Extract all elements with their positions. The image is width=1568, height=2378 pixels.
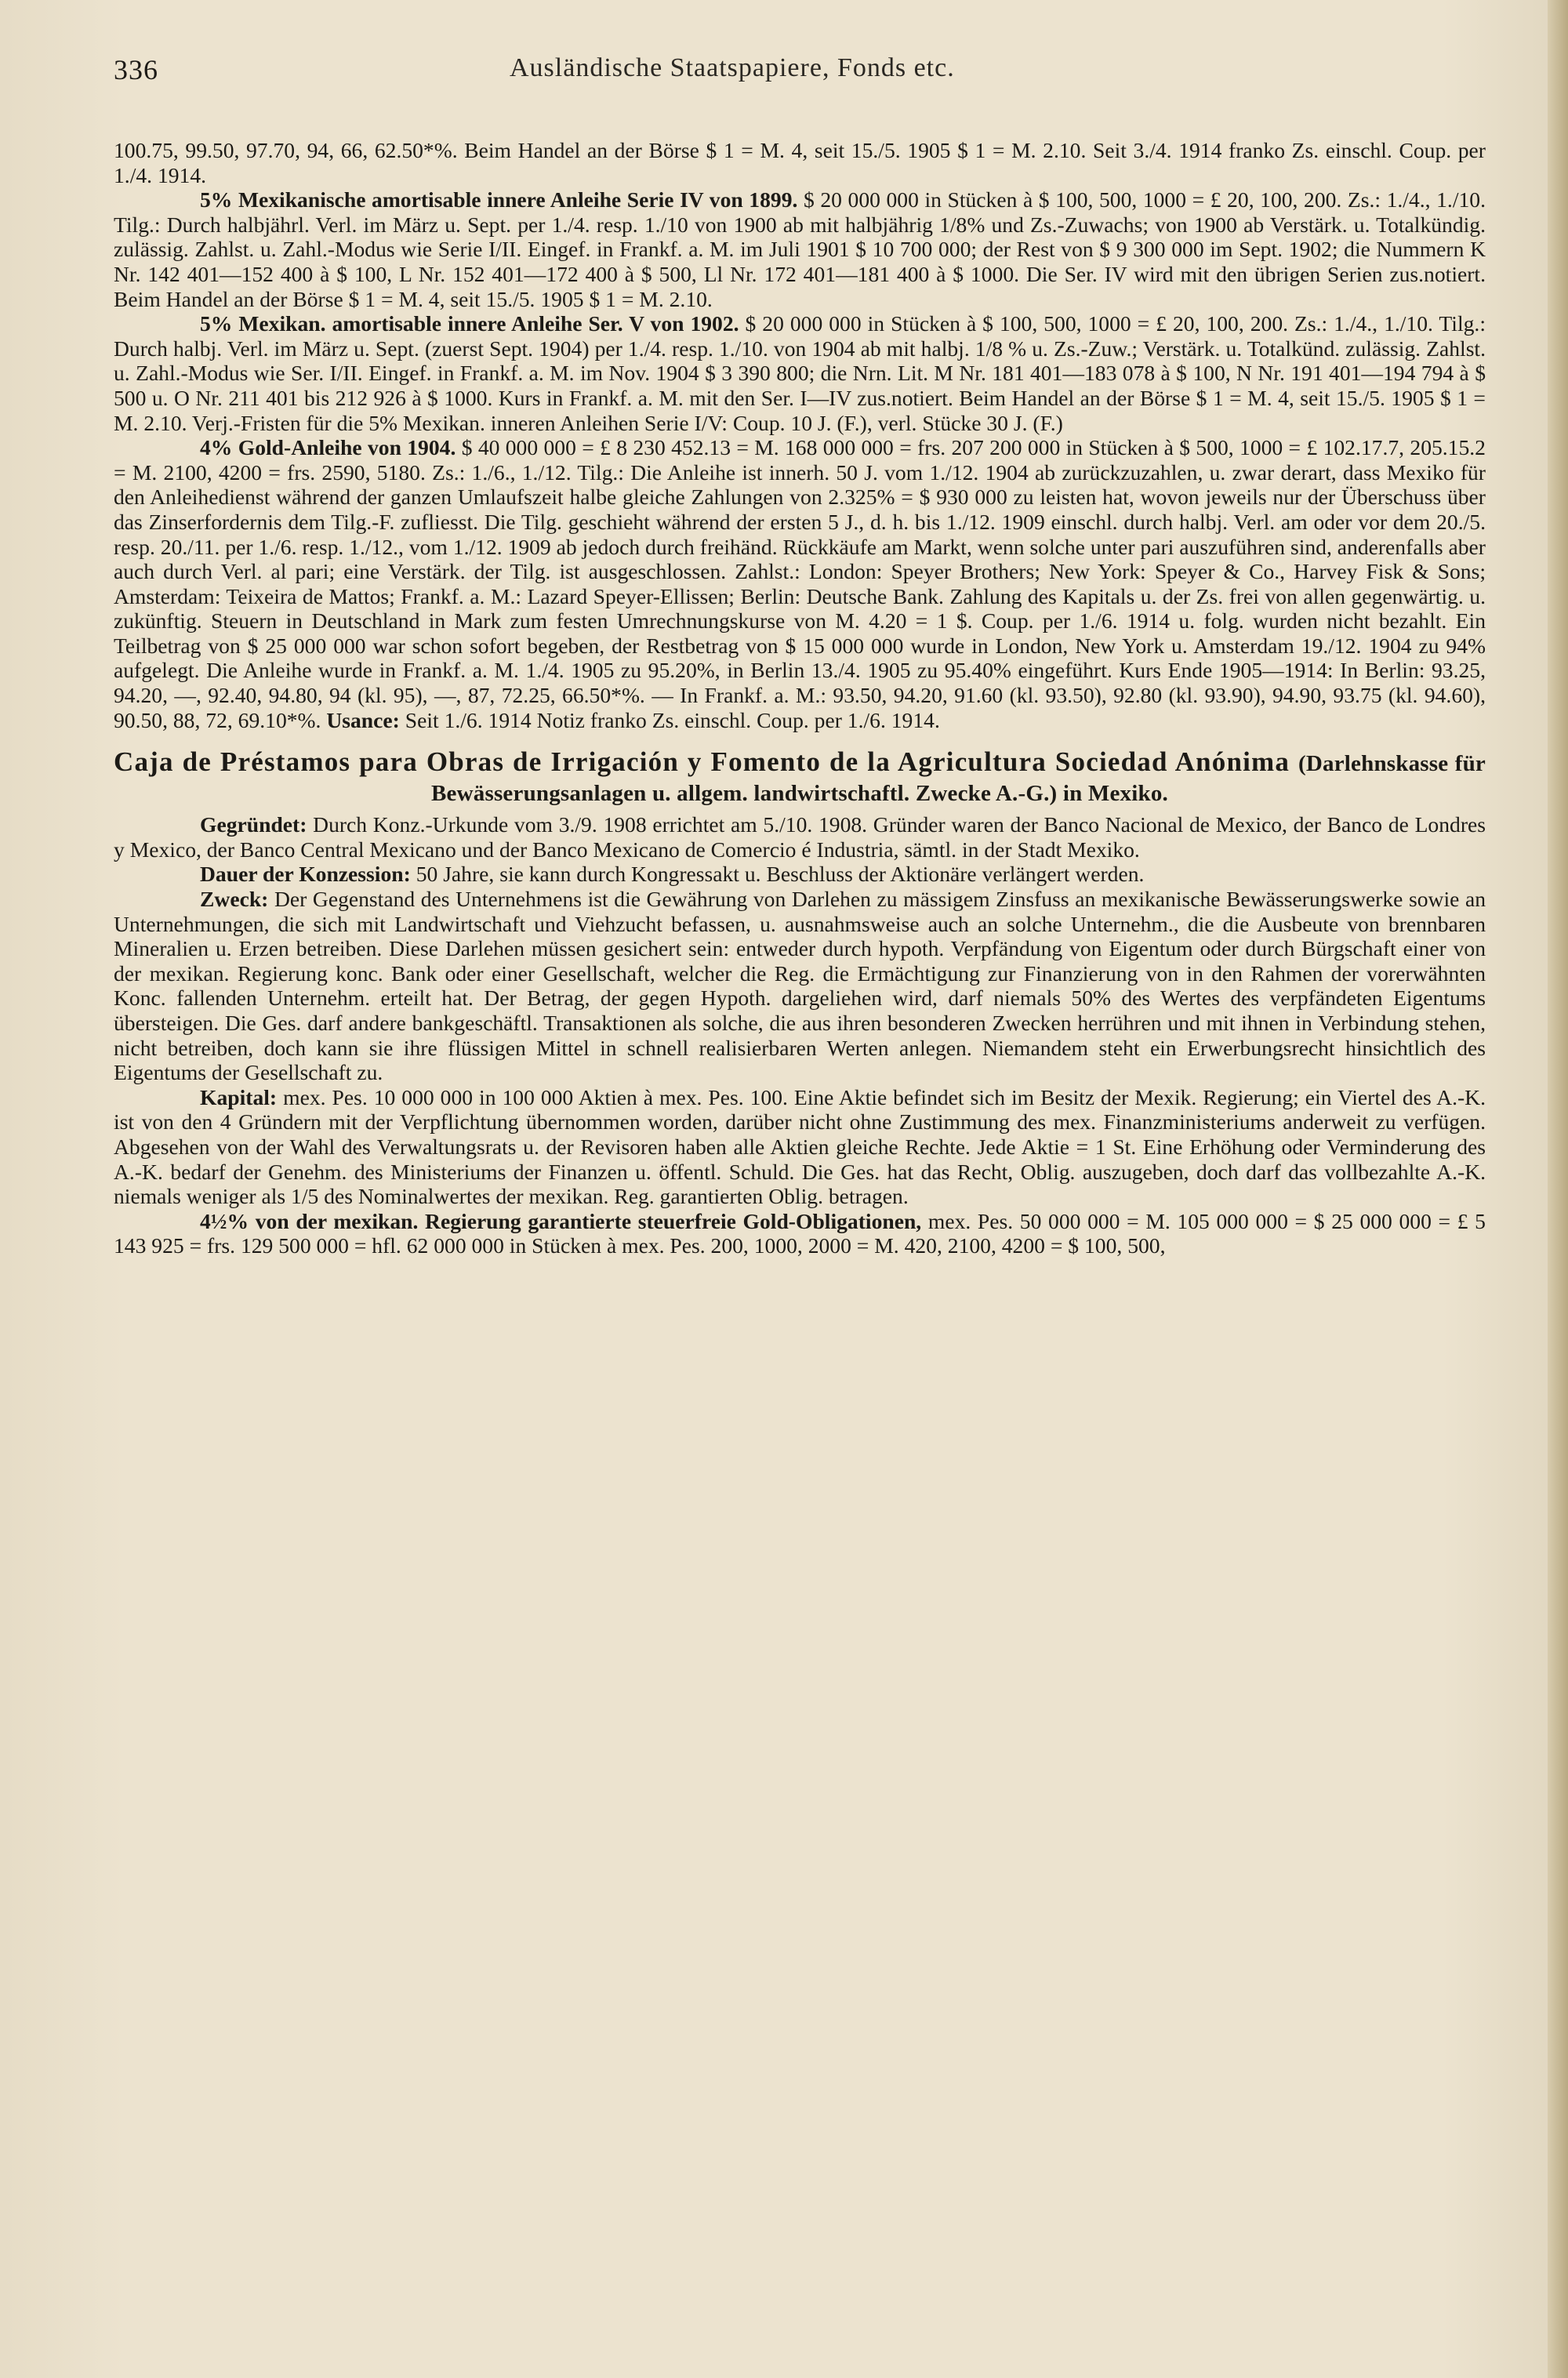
caja-subtitle: (Darlehnskasse für Bewässerungsanlagen u. allgem. landwirtschaftl. Zwecke A.-G.) in Mexiko. [431,751,1486,807]
page-edge [1548,0,1568,2378]
page-header [114,53,1494,93]
loan-1902-paragraph [114,311,1486,435]
caja-title: Caja de Préstamos para Obras de Irrigación y Fomento de la Agricultura Sociedad Anónima [114,746,1290,778]
kapital-paragraph [114,1085,1486,1209]
zweck-label: Zweck: [200,887,269,912]
gold-loan-1904-paragraph [114,435,1486,732]
loan-1899-heading: 5% Mexikanische amortisable innere Anleihe Serie IV von 1899. [200,187,798,212]
gegruendet-label: Gegründet: [200,812,307,837]
loan-1899-paragraph [114,187,1486,311]
gold-loan-1904-text: $ 40 000 000 = £ 8 230 452.13 = M. 168 000 000 = frs. 207 200 000 in Stücken à $ 500, 1000 = £ 102.17.7, 205.15.2 = M. 2100, 4200 = frs. 2590, 5180. Zs.: 1./6., 1./12. Tilg.: Die Anleihe ist innerh. 50 J. vom 1./12. 1904 ab zurückzuzahlen, u. zwar derart, dass Mexiko für den Anleihedienst während der ganzen Umlaufszeit halbe gleiche Zahlungen von 2.325% = $ 930 000 zu leisten hat, wovon jeweils nur der Überschuss über das Zinserfordernis dem Tilg.-F. zufliesst. Die Tilg. geschieht während der ersten 5 J., d. h. bis 1./12. 1909 einschl. durch halbj. Verl. am oder vor dem 20./5. resp. 20./11. per 1./6. resp. 1./12., vom 1./12. 1909 ab jedoch durch freihänd. Rückkäufe am Markt, wenn solche unter pari auszuführen sind, anderenfalls aber auch durch Verl. al pari; eine Verstärk. der Tilg. ist ausgeschlossen. Zahlst.: London: Speyer Brothers; New York: Speyer & Co., Harvey Fisk & Sons; Amsterdam: Teixeira de Mattos; Frankf. a. M.: Lazard Speyer-Ellissen; Berlin: Deutsche Bank. Zahlung des Kapitals u. der Zs. frei von allen gegenwärtig. u. zukünftig. Steuern in Deutschland in Mark zum festen Umrechnungskurse von M. 4.20 = 1 $. Coup. per 1./6. 1914 u. folg. wurden nicht bezahlt. Ein Teilbetrag von $ 25 000 000 war schon sofort begeben, der Restbetrag von $ 15 000 000 wurde in London, New York u. Amsterdam 19./12. 1904 zu 94% aufgelegt. Die Anleihe wurde in Frankf. a. M. 1./4. 1905 zu 95.20%, in Berlin 13./4. 1905 zu 95.40% eingeführt. Kurs Ende 1905—1914: In Berlin: 93.25, 94.20, —, 92.40, 94.80, 94 (kl. 95), —, 87, 72.25, 66.50*%. — In Frankf. a. M.: 93.50, 94.20, 91.60 (kl. 93.50), 92.80 (kl. 93.90), 94.90, 93.75 (kl. 94.60), 90.50, 88, 72, 69.10*%. [114,435,1486,732]
gegruendet-text: Durch Konz.-Urkunde vom 3./9. 1908 errichtet am 5./10. 1908. Gründer waren der Banco Nacional de Mexico, der Banco de Londres y Mexico, der Banco Central Mexicano und der Banco Mexicano de Comercio é Industria, sämtl. in der Stadt Mexiko. [114,812,1486,862]
intro-paragraph: 100.75, 99.50, 97.70, 94, 66, 62.50*%. Beim Handel an der Börse $ 1 = M. 4, seit 15./5. 1905 $ 1 = M. 2.10. Seit 3./4. 1914 franko Zs. einschl. Coup. per 1./4. 1914. [114,138,1486,187]
dauer-text: 50 Jahre, sie kann durch Kongressakt u. Beschluss der Aktionäre verlängert werden. [416,862,1145,887]
usance-label: Usance: [326,707,400,732]
kapital-text: mex. Pes. 10 000 000 in 100 000 Aktien à mex. Pes. 100. Eine Aktie befindet sich im Besitz der Mexik. Regierung; ein Viertel des A.-K. ist von den 4 Gründern mit der Verpflichtung übernommen worden, darüber nicht ohne Zustimmung des mex. Finanzministeriums anderweit zu verfügen. Abgesehen von der Wahl des Verwaltungsrats u. der Revisoren haben alle Aktien gleiche Rechte. Jede Aktie = 1 St. Eine Erhöhung oder Verminderung des A.-K. bedarf der Genehm. des Ministeriums der Finanzen u. öffentl. Schuld. Die Ges. hat das Recht, Oblig. auszugeben, doch darf das vollbezahlte A.-K. niemals weniger als 1/5 des Nominalwertes der mexikan. Reg. garantierten Oblig. betragen. [114,1084,1486,1209]
zweck-text: Der Gegenstand des Unternehmens ist die Gewährung von Darlehen zu mässigem Zinsfuss an mexikanische Bewässerungswerke sowie an Unternehmungen, die sich mit Landwirtschaft und Viehzucht befassen, u. ausnahmsweise auch an solche Unternehm., die die Ausbeute von brennbaren Mineralien u. Erzen betreiben. Diese Darlehen müssen gesichert sein: entweder durch hypoth. Verpfändung von Eigentum oder durch Bürgschaft einer von der mexikan. Regierung konc. Bank oder einer Gesellschaft, welcher die Reg. die Ermächtigung zur Finanzierung von in den Rahmen der vorerwähnten Konc. fallenden Unternehm. erteilt hat. Der Betrag, der gegen Hypoth. dargeliehen wird, darf niemals 50% des Wertes des verpfändeten Eigentums übersteigen. Die Ges. darf andere bankgeschäftl. Transaktionen als solche, die aus ihren besonderen Zwecken herrühren und mit ihnen in Verbindung stehen, nicht betreiben, doch kann sie ihre flüssigen Mittel in schnell realisierbaren Werten anlegen. Niemandem steht ein Erwerbungsrecht hinsichtlich des Eigentums der Gesellschaft zu. [114,887,1486,1085]
kapital-label: Kapital: [200,1084,278,1109]
gold-obligationen-paragraph [114,1209,1486,1258]
page-number: 336 [114,54,158,85]
loan-1899-text: $ 20 000 000 in Stücken à $ 100, 500, 1000 = £ 20, 100, 200. Zs.: 1./4., 1./10. Tilg.: Durch halbjährl. Verl. im März u. Sept. per 1./4. resp. 1./10 von 1900 ab mit halbjährig 1/8% und Zs.-Zuwachs; von 1900 ab Verstärk. u. Totalkündig. zulässig. Zahlst. u. Zahl.-Modus wie Serie I/II. Eingef. in Frankf. a. M. im Juli 1901 $ 10 700 000; der Rest von $ 9 300 000 im Sept. 1902; die Nummern K Nr. 142 401—152 400 à $ 100, L Nr. 152 401—172 400 à $ 500, Ll Nr. 172 401—181 400 à $ 1000. Die Ser. IV wird mit den übrigen Serien zus.notiert. Beim Handel an der Börse $ 1 = M. 4, seit 15./5. 1905 $ 1 = M. 2.10. [114,187,1486,311]
usance-text: Seit 1./6. 1914 Notiz franko Zs. einschl. Coup. per 1./6. 1914. [405,707,940,732]
zweck-paragraph [114,887,1486,1085]
page-body [114,138,1486,1258]
dauer-label: Dauer der Konzession: [200,862,411,887]
loan-1902-heading: 5% Mexikan. amortisable innere Anleihe Ser. V von 1902. [200,311,739,336]
caja-section-title [114,748,1486,808]
gold-obligationen-text: mex. Pes. 50 000 000 = M. 105 000 000 = $ 25 000 000 = £ 5 143 925 = frs. 129 500 000 = hfl. 62 000 000 in Stücken à mex. Pes. 200, 1000, 2000 = M. 420, 2100, 4200 = $ 100, 500, [114,1208,1486,1258]
running-title: Ausländische Staatspapiere, Fonds etc. [510,53,955,82]
loan-1902-text: $ 20 000 000 in Stücken à $ 100, 500, 1000 = £ 20, 100, 200. Zs.: 1./4., 1./10. Tilg.: Durch halbj. Verl. im März u. Sept. (zuerst Sept. 1904) per 1./4. resp. 1./10. von 1904 ab mit halbj. 1/8 % u. Zs.-Zuw.; Verstärk. u. Totalkünd. zulässig. Zahlst. u. Zahl.-Modus wie Ser. I/II. Eingef. in Frankf. a. M. im Nov. 1904 $ 3 390 800; die Nrn. Lit. M Nr. 181 401—183 078 à $ 100, N Nr. 191 401—194 794 à $ 500 u. O Nr. 211 401 bis 212 926 à $ 1000. Kurs in Frankf. a. M. mit den Ser. I—IV zus.notiert. Beim Handel an der Börse $ 1 = M. 4, seit 15./5. 1905 $ 1 = M. 2.10. Verj.-Fristen für die 5% Mexikan. inneren Anleihen Serie I/V: Coup. 10 J. (F.), verl. Stücke 30 J. (F.) [114,311,1486,435]
gegruendet-paragraph [114,812,1486,862]
gold-loan-1904-heading: 4% Gold-Anleihe von 1904. [200,435,456,460]
dauer-paragraph [114,862,1486,887]
gold-obligationen-heading: 4½% von der mexikan. Regierung garantierte steuerfreie Gold-Obligationen, [200,1208,922,1233]
